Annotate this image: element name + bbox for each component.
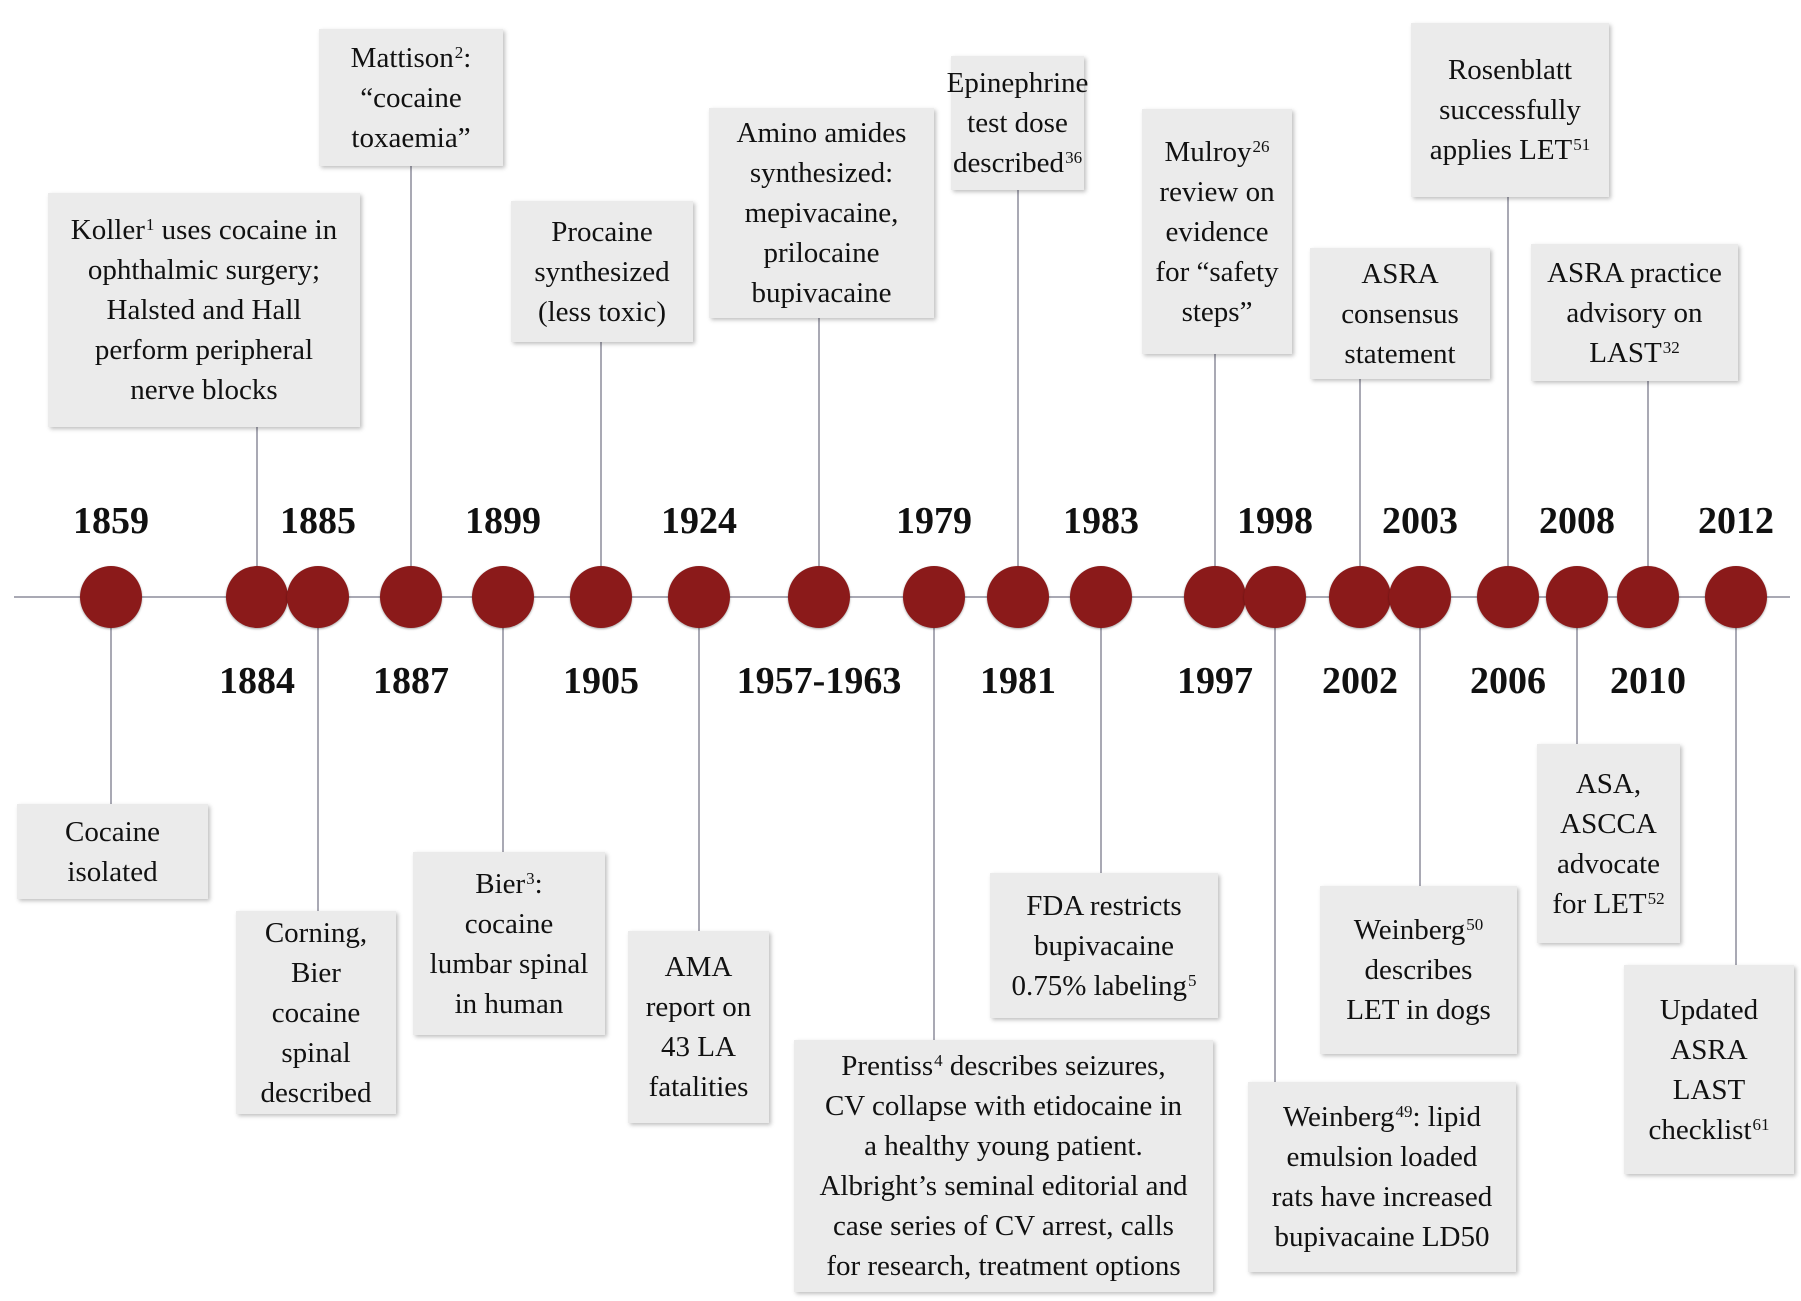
event-text: isolated	[67, 855, 158, 888]
event-text-line	[947, 63, 1089, 103]
event-text-line	[1272, 1137, 1493, 1177]
event-text: Weinberg	[1283, 1101, 1395, 1133]
event-text: describes seizures,	[942, 1050, 1166, 1082]
event-text: synthesized:	[749, 157, 894, 189]
reference-superscript: 49	[1395, 1102, 1413, 1121]
event-text-line	[1430, 90, 1591, 130]
event-description	[351, 38, 472, 158]
event-text-line	[71, 290, 337, 330]
event-box-2008	[1537, 744, 1680, 943]
event-text-line	[1547, 333, 1722, 373]
year-label-1885: 1885	[280, 500, 356, 542]
event-text: LET in dogs	[1346, 994, 1491, 1026]
event-text: CV collapse with etidocaine in	[824, 1090, 1183, 1122]
connector-2012	[1735, 597, 1737, 965]
reference-superscript: 51	[1573, 135, 1591, 154]
connector-2003	[1419, 597, 1421, 886]
event-text-line	[646, 1067, 752, 1107]
event-text: a healthy young patient.	[864, 1130, 1143, 1162]
event-box-2003	[1320, 886, 1517, 1054]
event-dot-1887	[380, 566, 442, 628]
reference-superscript: 4	[934, 1051, 943, 1070]
event-text: :	[463, 41, 472, 74]
event-text-line	[1011, 926, 1196, 966]
event-description	[1648, 990, 1769, 1150]
event-box-1899	[413, 852, 605, 1035]
event-box-1981	[946, 56, 1089, 190]
year-label-1884: 1884	[219, 660, 295, 702]
event-text-line	[351, 38, 472, 78]
event-description	[1547, 253, 1722, 373]
event-text-line	[1155, 172, 1278, 212]
event-text: bupivacaine	[1033, 929, 1175, 962]
event-text-line	[260, 1033, 371, 1073]
event-description	[430, 864, 589, 1024]
event-text-line	[1430, 50, 1591, 90]
event-text: perform peripheral	[94, 334, 314, 366]
event-dot-1979	[903, 566, 965, 628]
event-text-line	[819, 1046, 1187, 1086]
event-text: for research, treatment options	[826, 1250, 1181, 1282]
event-text: mepivacaine,	[744, 197, 899, 229]
year-label-2008: 2008	[1539, 500, 1615, 542]
event-text-line	[430, 944, 589, 984]
event-text: test dose	[967, 107, 1068, 139]
reference-superscript: 3	[526, 868, 535, 888]
event-box-1859	[17, 804, 208, 899]
event-text: prilocaine	[763, 237, 880, 269]
event-text-line	[1011, 966, 1196, 1006]
connector-1905	[600, 342, 602, 597]
event-text: Bier	[291, 956, 341, 989]
event-text-line	[534, 292, 669, 332]
event-box-1957-1963	[709, 108, 934, 318]
event-description	[947, 63, 1089, 183]
event-text: Albright’s seminal editorial and	[819, 1170, 1188, 1202]
connector-1957-1963	[818, 318, 820, 597]
event-box-1924	[628, 931, 769, 1123]
event-text: uses cocaine in	[154, 214, 338, 246]
event-text-line	[1648, 1030, 1769, 1070]
event-text-line	[819, 1246, 1187, 1286]
event-text: LAST	[1589, 336, 1662, 369]
event-text: : lipid	[1412, 1101, 1481, 1133]
year-label-1997: 1997	[1177, 660, 1253, 702]
event-text: Epinephrine	[946, 67, 1089, 99]
event-text-line	[1346, 910, 1490, 950]
event-text: Mulroy	[1164, 135, 1252, 168]
event-text: ASA,	[1575, 767, 1642, 800]
reference-superscript: 36	[1065, 148, 1083, 167]
event-text-line	[1648, 1110, 1769, 1150]
event-text-line	[1552, 804, 1664, 844]
event-text: applies LET	[1429, 134, 1573, 166]
event-text-line	[1272, 1097, 1493, 1137]
event-text: bupivacaine LD50	[1274, 1221, 1490, 1253]
event-box-1887	[319, 29, 503, 166]
event-text-line	[430, 904, 589, 944]
event-text: 43 LA	[661, 1031, 736, 1063]
event-box-1983	[990, 873, 1218, 1018]
event-box-1997	[1142, 109, 1292, 354]
event-text: Koller	[70, 214, 145, 246]
event-description	[1341, 254, 1459, 374]
event-box-1885	[236, 911, 396, 1114]
event-text-line	[260, 993, 371, 1033]
year-label-1859: 1859	[73, 500, 149, 542]
event-dot-2010	[1617, 566, 1679, 628]
event-box-2006	[1411, 23, 1609, 197]
connector-2010	[1647, 381, 1649, 597]
connector-2002	[1359, 379, 1361, 597]
event-text: LAST	[1672, 1073, 1746, 1106]
event-text-line	[1552, 884, 1664, 924]
event-text-line	[260, 953, 371, 993]
connector-1924	[698, 597, 700, 931]
event-text-line	[534, 252, 669, 292]
event-description	[71, 210, 337, 410]
connector-1887	[410, 166, 412, 597]
event-text-line	[351, 118, 472, 158]
year-label-2003: 2003	[1382, 500, 1458, 542]
event-dot-1884	[226, 566, 288, 628]
event-text: ASRA	[1670, 1033, 1748, 1066]
event-text-line	[1155, 292, 1278, 332]
event-text-line	[65, 852, 160, 892]
event-text: ASRA practice	[1547, 256, 1722, 289]
event-text: toxaemia”	[351, 121, 471, 154]
event-text-line	[1552, 764, 1664, 804]
event-dot-2006	[1477, 566, 1539, 628]
event-text-line	[1341, 254, 1459, 294]
year-label-1905: 1905	[563, 660, 639, 702]
event-text-line	[71, 330, 337, 370]
event-text: successfully	[1439, 94, 1581, 126]
event-text-line	[737, 233, 907, 273]
connector-1885	[317, 597, 319, 911]
event-description	[819, 1046, 1187, 1286]
event-text: spinal	[281, 1036, 351, 1069]
event-description	[1430, 50, 1591, 170]
year-label-1924: 1924	[661, 500, 737, 542]
event-text: synthesized	[534, 255, 670, 288]
event-dot-1885	[287, 566, 349, 628]
event-text: case series of CV arrest, calls	[833, 1210, 1174, 1242]
event-dot-2002	[1329, 566, 1391, 628]
event-text-line	[1011, 886, 1196, 926]
event-text: for “safety	[1155, 255, 1279, 288]
event-text-line	[71, 370, 337, 410]
event-text-line	[819, 1206, 1187, 1246]
event-text: in human	[454, 987, 564, 1020]
reference-superscript: 2	[454, 42, 464, 62]
year-label-2012: 2012	[1698, 500, 1774, 542]
event-text: Cocaine	[64, 815, 160, 848]
event-dot-1997	[1184, 566, 1246, 628]
event-text: described	[260, 1076, 372, 1109]
event-text-line	[430, 984, 589, 1024]
event-text-line	[646, 987, 752, 1027]
event-text: Weinberg	[1353, 914, 1466, 946]
event-text: “cocaine	[360, 81, 462, 114]
event-dot-1905	[570, 566, 632, 628]
event-text: Amino amides	[736, 117, 907, 149]
event-text-line	[646, 947, 752, 987]
year-label-2010: 2010	[1610, 660, 1686, 702]
event-text-line	[947, 143, 1089, 183]
event-text-line	[71, 210, 337, 250]
event-text-line	[1430, 130, 1591, 170]
event-text-line	[351, 78, 472, 118]
event-text: FDA restricts	[1026, 889, 1182, 922]
event-text: report on	[645, 991, 752, 1023]
event-text-line	[819, 1086, 1187, 1126]
event-dot-1924	[668, 566, 730, 628]
event-text: fatalities	[648, 1071, 749, 1103]
event-text: AMA	[664, 951, 733, 983]
event-box-2012	[1624, 965, 1794, 1174]
event-dot-1998	[1244, 566, 1306, 628]
event-text: 0.75% labeling	[1011, 969, 1188, 1002]
event-box-1979	[794, 1040, 1213, 1292]
event-text: Prentiss	[841, 1050, 934, 1082]
event-description	[646, 947, 752, 1107]
event-text-line	[71, 250, 337, 290]
event-text-line	[1155, 252, 1278, 292]
event-box-2010	[1531, 244, 1738, 381]
event-text: cocaine	[464, 907, 554, 940]
event-text-line	[1272, 1177, 1493, 1217]
year-label-1981: 1981	[980, 660, 1056, 702]
event-text-line	[737, 193, 907, 233]
event-text: Updated	[1659, 993, 1759, 1026]
reference-superscript: 50	[1466, 915, 1484, 934]
event-description	[1272, 1097, 1493, 1257]
event-description	[1155, 132, 1278, 332]
event-text: consensus	[1341, 297, 1459, 330]
connector-1983	[1100, 597, 1102, 873]
event-dot-1957-1963	[788, 566, 850, 628]
event-text: bupivacaine	[751, 277, 892, 309]
event-text: ASCCA	[1560, 807, 1657, 840]
event-text-line	[1547, 253, 1722, 293]
reference-superscript: 61	[1752, 1114, 1770, 1134]
event-dot-1859	[80, 566, 142, 628]
event-box-2002	[1310, 248, 1490, 379]
connector-1981	[1017, 190, 1019, 597]
reference-superscript: 52	[1647, 888, 1665, 908]
event-text: statement	[1344, 337, 1456, 370]
event-text-line	[1346, 950, 1490, 990]
reference-superscript: 32	[1662, 337, 1680, 357]
event-text: checklist	[1648, 1113, 1752, 1146]
event-dot-2012	[1705, 566, 1767, 628]
event-text-line	[646, 1027, 752, 1067]
year-label-1998: 1998	[1237, 500, 1313, 542]
event-text: nerve blocks	[130, 374, 278, 406]
event-text: described	[952, 147, 1065, 179]
event-text-line	[947, 103, 1089, 143]
event-description	[1346, 910, 1490, 1030]
event-text-line	[737, 113, 907, 153]
year-label-1957-1963: 1957-1963	[736, 660, 902, 702]
event-text: for LET	[1552, 887, 1647, 920]
year-label-2002: 2002	[1322, 660, 1398, 702]
connector-1998	[1274, 597, 1276, 1082]
event-text-line	[1155, 132, 1278, 172]
event-text: emulsion loaded	[1286, 1141, 1478, 1173]
event-text: advisory on	[1566, 296, 1703, 329]
event-text-line	[1547, 293, 1722, 333]
event-text-line	[737, 273, 907, 313]
event-description	[737, 113, 907, 313]
event-text-line	[260, 913, 371, 953]
event-description	[65, 812, 160, 892]
event-description	[534, 212, 669, 332]
event-text: Halsted and Hall	[106, 294, 302, 326]
event-text: Corning,	[264, 916, 368, 949]
year-label-1887: 1887	[373, 660, 449, 702]
event-text-line	[1552, 844, 1664, 884]
event-text-line	[1155, 212, 1278, 252]
event-text: cocaine	[271, 996, 361, 1029]
year-label-1979: 1979	[896, 500, 972, 542]
event-text: ophthalmic surgery;	[87, 254, 321, 286]
year-label-1899: 1899	[465, 500, 541, 542]
event-text: Rosenblatt	[1447, 54, 1573, 86]
event-text-line	[819, 1166, 1187, 1206]
connector-1979	[933, 597, 935, 1040]
connector-1899	[502, 597, 504, 852]
event-box-1884	[48, 193, 360, 427]
year-label-2006: 2006	[1470, 660, 1546, 702]
reference-superscript: 1	[145, 215, 155, 234]
event-description	[1552, 764, 1664, 924]
year-label-1983: 1983	[1063, 500, 1139, 542]
event-text-line	[737, 153, 907, 193]
event-text-line	[1648, 990, 1769, 1030]
event-text: steps”	[1181, 295, 1253, 328]
event-dot-1983	[1070, 566, 1132, 628]
event-text-line	[1648, 1070, 1769, 1110]
event-text-line	[260, 1073, 371, 1113]
event-text: ASRA	[1361, 257, 1439, 290]
event-text: evidence	[1165, 215, 1269, 248]
event-text: advocate	[1556, 847, 1661, 880]
event-text-line	[430, 864, 589, 904]
event-dot-1981	[987, 566, 1049, 628]
event-text-line	[1346, 990, 1490, 1030]
event-text: Mattison	[350, 41, 454, 74]
event-text-line	[1341, 294, 1459, 334]
connector-1997	[1214, 354, 1216, 597]
event-text-line	[1272, 1217, 1493, 1257]
event-box-1998	[1248, 1082, 1516, 1272]
connector-2006	[1507, 197, 1509, 597]
event-description	[260, 913, 371, 1113]
event-text: describes	[1364, 954, 1473, 986]
event-text: Bier	[475, 867, 526, 900]
event-text: (less toxic)	[537, 295, 667, 328]
event-text: :	[534, 867, 543, 900]
event-text: lumbar spinal	[429, 947, 589, 980]
reference-superscript: 5	[1188, 970, 1197, 990]
reference-superscript: 26	[1252, 136, 1270, 156]
event-dot-1899	[472, 566, 534, 628]
event-description	[1011, 886, 1196, 1006]
event-text: Procaine	[551, 215, 653, 248]
event-text-line	[534, 212, 669, 252]
event-dot-2003	[1389, 566, 1451, 628]
event-box-1905	[511, 201, 693, 342]
event-text: review on	[1159, 175, 1275, 208]
event-text-line	[819, 1126, 1187, 1166]
event-text: rats have increased	[1271, 1181, 1493, 1213]
event-dot-2008	[1546, 566, 1608, 628]
event-text-line	[65, 812, 160, 852]
connector-1859	[110, 597, 112, 804]
event-text-line	[1341, 334, 1459, 374]
